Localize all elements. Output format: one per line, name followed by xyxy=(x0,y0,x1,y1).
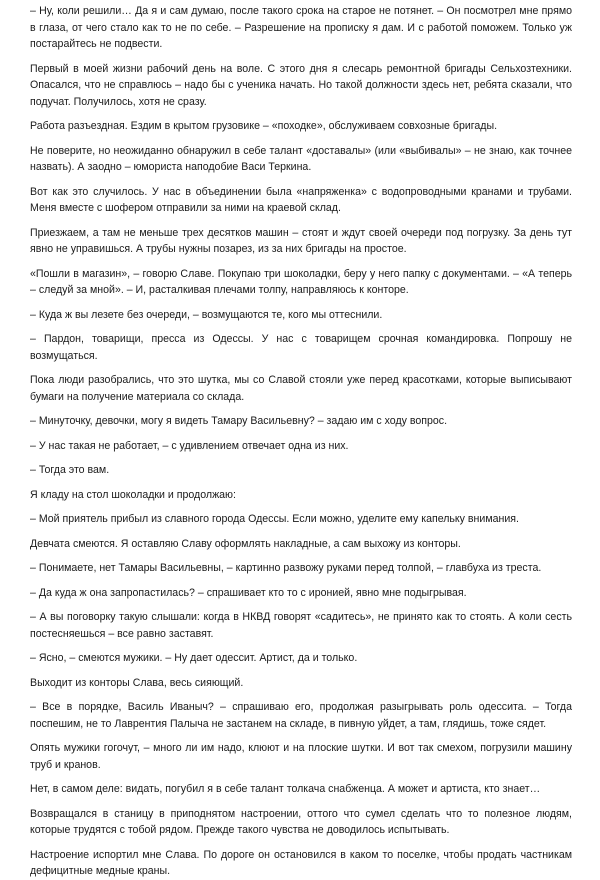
paragraph-20: – Ясно, – смеются мужики. – Ну дает одессит. Артист, да и только. xyxy=(30,652,358,664)
paragraph-1: – Ну, коли решили… Да я и сам думаю, после такого срока на старое не потянет. – Он посмотрел мне прямо в глаза, от чего стало как то не по себе. – Разрешение на прописку я дам. И с работой поможем. Только уж постарайтесь не подвести. xyxy=(30,5,572,50)
paragraph-7: «Пошли в магазин», – говорю Славе. Покупаю три шоколадки, беру у него папку с документами. – «А теперь – следуй за мной». – И, расталкивая плечами толпу, направляюсь к конторе. xyxy=(30,267,572,296)
paragraph-23: Опять мужики гогочут, – много ли им надо, клюют и на плоские шутки. И вот так смехом, погрузили машину труб и кранов. xyxy=(30,742,572,771)
paragraph-21: Выходит из конторы Слава, весь сияющий. xyxy=(30,676,244,689)
paragraph-10: Пока люди разобрались, что это шутка, мы со Славой стояли уже перед красотками, которые выписывают бумаги на получение материала со склада. xyxy=(30,374,572,403)
paragraph-19: – А вы поговорку такую слышали: когда в НКВД говорят «садитесь», не принято как то стоять. А коли сесть постесняешься – все равно заставят. xyxy=(30,611,572,640)
paragraph-24: Нет, в самом деле: видать, погубил я в себе талант толкача снабженца. А может и артиста, кто знает… xyxy=(30,783,541,795)
paragraph-25: Возвращался в станицу в приподнятом настроении, оттого что сумел сделать что то полезное людям, которые трудятся с тобой рядом. Прежде такого чувства не доводилось испытывать. xyxy=(30,807,572,836)
paragraph-9: – Пардон, товарищи, пресса из Одессы. У нас с товарищем срочная командировка. Попрошу не возмущаться. xyxy=(30,333,572,362)
paragraph-2: Первый в моей жизни рабочий день на воле. С этого дня я слесарь ремонтной бригады Сельхозтехники. Опасался, что не справлюсь – надо бы с ученика начать. Но такой должности здесь нет, ребята сказали, что подучат. Получилось, хотя не сразу. xyxy=(30,62,572,108)
paragraph-6: Приезжаем, а там не меньше трех десятков машин – стоят и ждут своей очереди под погрузку. За день тут явно не управишься. А трубы нужны позарез, из за них бригады на простое. xyxy=(30,226,572,255)
paragraph-16: Девчата смеются. Я оставляю Славу оформлять накладные, а сам выхожу из конторы. xyxy=(30,537,461,550)
paragraph-18: – Да куда ж она запропастилась? – спрашивает кто то с иронией, явно мне подыгрывая. xyxy=(30,586,467,599)
paragraph-3: Работа разъездная. Ездим в крытом грузовике – «походке», обслуживаем совхозные бригады. xyxy=(30,120,498,132)
paragraph-22: – Все в порядке, Василь Иваныч? – спрашиваю его, продолжая разыгрывать роль одессита. – Тогда поспешим, не то Лаврентия Палыча не застанем на складе, в пивную уйдет, а там, глядишь, тоже сядет. xyxy=(30,701,572,730)
paragraph-13: – Тогда это вам. xyxy=(30,464,110,476)
paragraph-5: Вот как это случилось. У нас в объединении была «напряженка» с водопроводными кранами и трубами. Меня вместе с шофером отправили за ними на краевой склад. xyxy=(30,185,572,214)
paragraph-4: Не поверите, но неожиданно обнаружил в себе талант «доставалы» (или «выбивалы» – не знаю, как точнее назвать). А заодно – юмориста наподобие Васи Теркина. xyxy=(30,144,572,173)
paragraph-17: – Понимаете, нет Тамары Васильевны, – картинно развожу руками перед толпой, – главбуха из треста. xyxy=(30,562,542,574)
paragraph-11: – Минуточку, девочки, могу я видеть Тамару Васильевну? – задаю им с ходу вопрос. xyxy=(30,415,448,427)
paragraph-12: – У нас такая не работает, – с удивлением отвечает одна из них. xyxy=(30,439,349,452)
paragraph-8: – Куда ж вы лезете без очереди, – возмущаются те, кого мы оттеснили. xyxy=(30,308,383,321)
paragraph-14: Я кладу на стол шоколадки и продолжаю: xyxy=(30,488,236,501)
paragraph-15: – Мой приятель прибыл из славного города Одессы. Если можно, уделите ему капельку внимания. xyxy=(30,513,519,525)
paragraph-26: Настроение испортил мне Слава. По дороге он остановился в каком то поселке, чтобы продать частникам дефицитные медные краны. xyxy=(30,848,572,877)
